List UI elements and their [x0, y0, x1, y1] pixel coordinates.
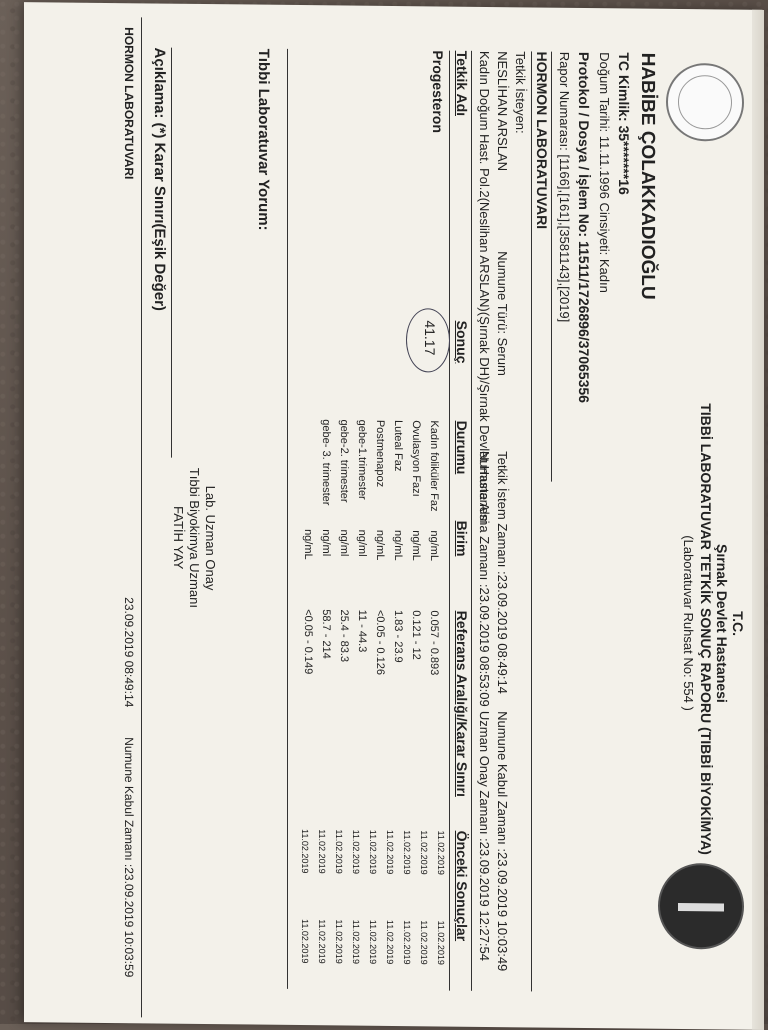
- range-label: Ovulasyon Fazı: [410, 420, 422, 497]
- range-label: Luteal Faz: [392, 419, 404, 472]
- footer-accept: Numune Kabul Zamanı :23.09.2019 10:03:59: [122, 737, 136, 978]
- range-value: <0.05 - 0.149: [302, 609, 314, 675]
- ministry-logo-icon: [666, 63, 744, 142]
- previous-result-date: 11.02.2019: [385, 919, 395, 965]
- previous-result-date: 11.02.2019: [368, 829, 378, 875]
- col-previous: Önceki Sonuçlar: [454, 830, 470, 942]
- col-test: Tetkik Adı: [454, 50, 470, 117]
- previous-result-date: 11.02.2019: [419, 830, 429, 875]
- previous-result-date: 11.02.2019: [317, 919, 327, 964]
- range-unit: ng/ml: [320, 529, 332, 557]
- test-name: Progesteron: [430, 50, 446, 134]
- previous-result-date: 11.02.2019: [402, 830, 412, 875]
- accept-time: Numune Kabul Zamanı :23.09.2019 10:03:49: [495, 711, 510, 972]
- sampling-time: Numune Alma Zamanı :23.09.2019 08:53:09: [477, 450, 492, 707]
- request-time: Tetkik İstem Zamanı :23.09.2019 08:49:14: [495, 451, 510, 695]
- patient-report-number: Rapor Numarası: [1166],[161],[3581143],[2019]: [557, 51, 572, 323]
- previous-result-date: 11.02.2019: [351, 829, 361, 875]
- col-reference: Referans Aralığı/Karar Sınırı: [454, 610, 470, 798]
- divider: [471, 51, 472, 991]
- previous-result-date: 11.02.2019: [385, 829, 395, 875]
- test-result: 41.17: [422, 320, 438, 356]
- range-value: 0.057 - 0.893: [428, 610, 440, 676]
- divider: [531, 51, 532, 991]
- range-label: gebe-2. trimester: [338, 419, 350, 503]
- lab-comment: Tıbbi Laboratuvar Yorum:: [255, 48, 272, 231]
- previous-result-date: 11.02.2019: [300, 919, 310, 964]
- range-unit: ng/mL: [428, 530, 440, 562]
- report-paper: [24, 2, 764, 1030]
- divider: [287, 49, 288, 989]
- range-value: 58.7 - 214: [320, 609, 332, 659]
- header-report-title: TIBBİ LABORATUVAR TETKİK SONUÇ RAPORU (TIBBİ BİYOKİMYA): [698, 403, 714, 855]
- range-unit: ng/ml: [338, 529, 350, 557]
- range-label: gebe-1.trimester: [356, 419, 368, 500]
- previous-result-date: 11.02.2019: [334, 919, 344, 964]
- range-unit: ng/mL: [410, 530, 422, 561]
- divider: [551, 52, 552, 482]
- approval-title: Lab. Uzman Onay: [203, 485, 218, 591]
- previous-result-date: 11.02.2019: [351, 919, 361, 965]
- previous-result-date: 11.02.2019: [300, 829, 310, 874]
- range-label: gebe- 3. trimester: [320, 419, 332, 506]
- range-unit: ng/mL: [374, 529, 386, 561]
- range-value: 1.83 - 23.9: [392, 609, 404, 663]
- range-label: Kadın foliküler Faz: [428, 420, 440, 512]
- divider: [141, 17, 142, 1017]
- range-value: <0.05 - 0.126: [374, 609, 386, 676]
- previous-result-date: 11.02.2019: [436, 920, 446, 965]
- header-hospital: Şırnak Devlet Hastanesi: [714, 543, 730, 703]
- col-unit: Birim: [454, 520, 470, 557]
- divider: [449, 51, 450, 991]
- col-result: Sonuç: [454, 320, 470, 364]
- approve-time: Uzman Onay Zamanı :23.09.2019 12:27:54: [477, 710, 492, 962]
- footer-lab: HORMON LABORATUVARI: [122, 27, 136, 180]
- col-status: Durumu: [454, 420, 470, 475]
- requester-name: NESLİHAN ARSLAN: [495, 51, 510, 172]
- requester-label: Tetkik İsteyen:: [513, 51, 528, 134]
- lab-section: HORMON LABORATUVARI: [534, 51, 550, 230]
- patient-tc: TC Kimlik: 35*******16: [616, 52, 632, 195]
- previous-result-date: 11.02.2019: [419, 920, 429, 965]
- range-value: 25.4 - 83.3: [338, 609, 350, 663]
- approval-name: FATİH YAY: [171, 505, 186, 570]
- patient-name: HABİBE ÇOLAKKADIOĞLU: [637, 52, 658, 300]
- range-value: 11 - 44.3: [356, 609, 368, 653]
- approval-role: Tıbbi Biyokimya Uzmanı: [187, 467, 202, 609]
- range-unit: ng/mL: [302, 529, 314, 560]
- hospital-logo-icon: [658, 863, 744, 950]
- range-unit: ng/mL: [392, 529, 404, 561]
- previous-result-date: 11.02.2019: [368, 919, 378, 965]
- footer-time: 23.09.2019 08:49:14: [122, 597, 136, 708]
- department: Kadın Doğum Hast. Pol.2(Neslihan ARSLAN)(Şırnak DH)/Şırnak Devlet Hastanesi: [477, 50, 492, 524]
- range-value: 0.121 - 12: [410, 610, 422, 660]
- range-label: Postmenapoz: [374, 419, 386, 488]
- patient-dob: Doğum Tarihi: 11.11.1996 Cinsiyeti: Kadın: [597, 52, 612, 293]
- range-unit: ng/ml: [356, 529, 368, 557]
- rotated-report: [44, 16, 764, 1024]
- patient-protocol: Protokol / Dosya / İşlem No: 11511/1726896/37065356: [576, 51, 592, 404]
- header-country: T.C.: [730, 611, 746, 637]
- previous-result-date: 11.02.2019: [334, 829, 344, 874]
- previous-result-date: 11.02.2019: [436, 830, 446, 875]
- previous-result-date: 11.02.2019: [317, 829, 327, 874]
- previous-result-date: 11.02.2019: [402, 920, 412, 965]
- sample-type: Numune Türü: Serum: [495, 251, 510, 376]
- divider: [171, 48, 172, 458]
- footnote: Açıklama: (*) Karar Sınırı(Eşik Değer): [151, 47, 168, 312]
- header-license: (Laboratuvar Ruhsat No: 554 ): [681, 535, 696, 711]
